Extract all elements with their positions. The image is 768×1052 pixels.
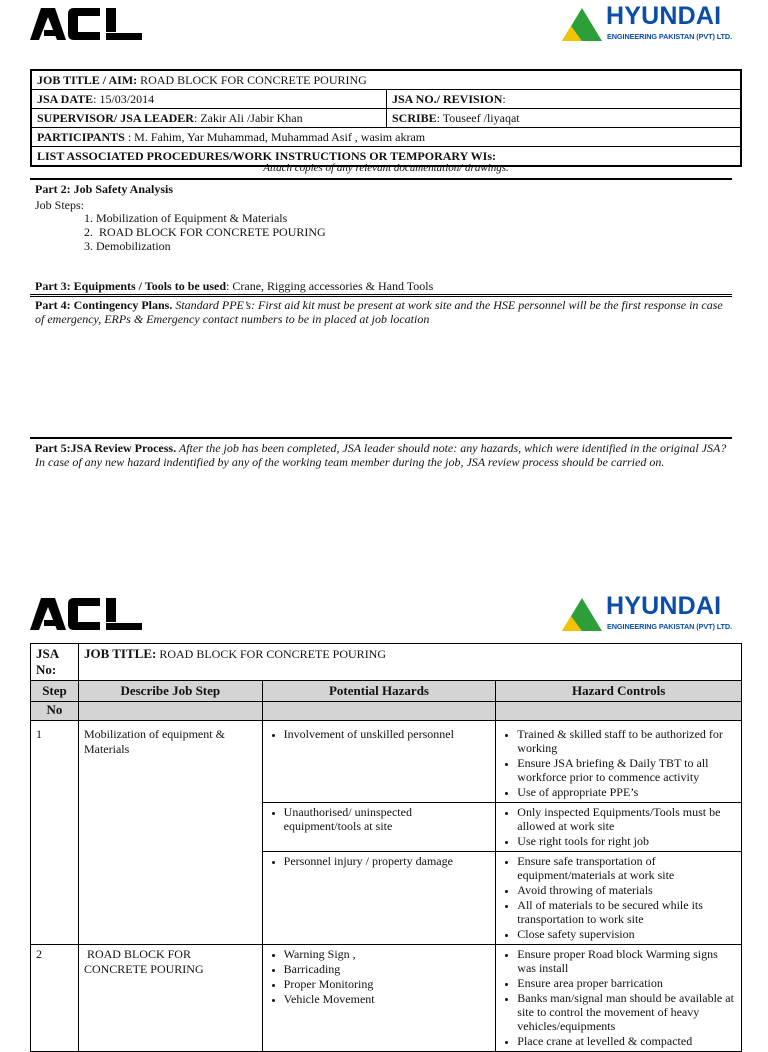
acl-logo [30,8,142,40]
procedures-label: LIST ASSOCIATED PROCEDURES/WORK INSTRUCTIONS OR TEMPORARY WIs: [37,148,497,163]
jsa-table [30,643,742,1052]
part2-title: Part 2: Job Safety Analysis [35,182,173,196]
job-step-item: 3. Demobilization [84,239,171,253]
step-desc: Mobilization of equipment & Materials [78,721,262,945]
supervisor-row [32,108,740,127]
job-title-label: JOB TITLE / AIM: [37,72,138,87]
control-cell: • Ensure proper Road block Warming signs was install • Ensure area proper barrication • Banks man/signal man should be available at site to control the movement of heavy vehicles/equipments • Place crane at levelled & compacted [496,945,742,1052]
part4-text: Standard PPE’s: First aid kit must be present at work site and the HSE personnel will be the first response in case of emergency, ERPs & Emergency contact numbers to be in placed at job location [35,298,723,326]
part4 [35,298,735,326]
part5 [35,441,735,469]
part5-text: After the job has been completed, JSA leader should note: any hazards, which were identified in the original JSA? In case of any new hazard indentified by any of the working team member during the job, JSA review process should be carried on. [35,441,727,469]
supervisor-value: : Zakir Ali /Jabir Khan [193,110,303,125]
job-steps-list [84,211,326,253]
hazards-header: Potential Hazards [262,681,496,702]
page-two [0,590,768,1048]
hyundai-subtitle: ENGINEERING PAKISTAN (PVT) LTD. [607,32,733,41]
jsa-date-label: JSA DATE [37,91,94,106]
jsa-no-value: : [502,91,506,106]
hyundai-triangle-icon [562,598,602,631]
scribe-label: SCRIBE [392,110,437,125]
job-title-row [32,71,740,89]
part3-title: Part 3: Equipments / Tools to be used [35,279,227,293]
hyundai-triangle-icon [562,8,602,41]
page-header [0,590,768,640]
jsa-date-value: : 15/03/2014 [93,91,155,106]
divider [30,178,732,180]
jsa-no-label: JSA NO./ REVISION [392,91,503,106]
table-row [31,721,742,803]
page-header [0,0,768,50]
attach-note: Attach copies of any relevant documentation/ drawings. [263,162,509,174]
job-steps-label: Job Steps: [35,198,85,212]
part4-title: Part 4: Contingency Plans. [35,298,173,312]
step-desc: ROAD BLOCK FOR CONCRETE POURING [78,945,262,1052]
step-no-header: No [31,702,79,721]
participants-row [32,127,740,146]
acl-logo [30,598,142,630]
job-step-item: 1. Mobilization of Equipment & Materials [84,211,288,225]
control-cell: • Only inspected Equipments/Tools must be allowed at work site • Use right tools for right job [496,803,742,852]
divider [30,437,732,439]
job-info-table [30,69,742,167]
table-row [31,945,742,1052]
hyundai-wordmark: HYUNDAI [606,592,722,620]
hyundai-subtitle: ENGINEERING PAKISTAN (PVT) LTD. [607,622,733,631]
jsa-no-label: JSA No: [31,644,79,681]
hyundai-wordmark: HYUNDAI [606,2,722,30]
jsa-title-row [31,644,742,681]
step-no: 2 [31,945,79,1052]
part5-title: Part 5:JSA Review Process. [35,441,177,455]
hyundai-logo [562,2,742,46]
step-no: 1 [31,721,79,945]
control-cell: • Ensure safe transportation of equipment/materials at work site • Avoid throwing of materials • All of materials to be secured while its transportation to work site • Close safety supervision [496,852,742,945]
job-step-item: 2. ROAD BLOCK FOR CONCRETE POURING [84,225,326,239]
step-header: Step [31,681,79,702]
participants-label: PARTICIPANTS [37,129,125,144]
part3 [35,279,735,293]
scribe-value: : Touseef /liyaqat [436,110,520,125]
hazard-cell: • Warning Sign , • Barricading • Proper Monitoring • Vehicle Movement [262,945,496,1052]
hazard-cell: • Unauthorised/ uninspected equipment/tools at site [262,803,496,852]
participants-value: : M. Fahim, Yar Muhammad, Muhammad Asif , wasim akram [124,129,426,144]
describe-header: Describe Job Step [78,681,262,702]
table-job-title: JOB TITLE: ROAD BLOCK FOR CONCRETE POURING [78,644,741,681]
jsa-date-row [32,89,740,108]
hyundai-logo [562,592,742,636]
divider [30,294,732,297]
control-cell: • Trained & skilled staff to be authorized for working • Ensure JSA briefing & Daily TBT to all workforce prior to commence activity • Use of appropriate PPE’s [496,721,742,803]
supervisor-label: SUPERVISOR/ JSA LEADER [37,110,194,125]
hazard-cell: • Personnel injury / property damage [262,852,496,945]
header-row-2 [31,702,742,721]
part3-text: : Crane, Rigging accessories & Hand Tools [226,279,434,293]
hazard-cell: • Involvement of unskilled personnel [262,721,496,803]
header-row [31,681,742,702]
controls-header: Hazard Controls [496,681,742,702]
job-title-value: ROAD BLOCK FOR CONCRETE POURING [137,72,367,87]
